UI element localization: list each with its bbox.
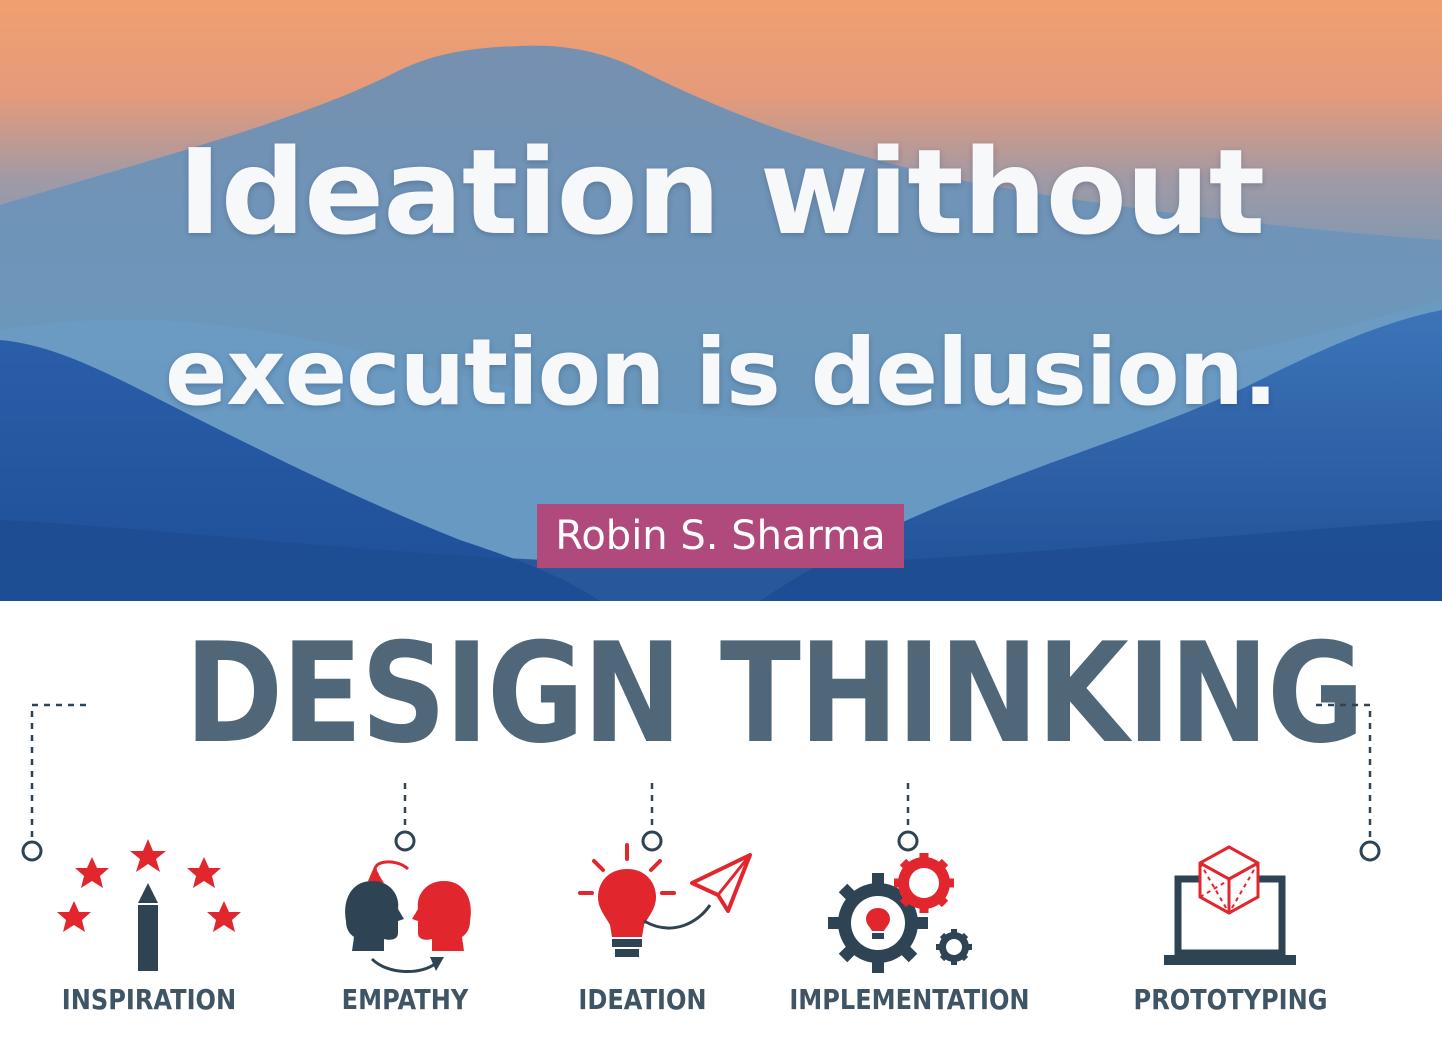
two-heads-icon [338, 853, 478, 978]
stars-pencil-icon [50, 839, 250, 974]
gears-icon [826, 853, 986, 978]
design-thinking-section [0, 601, 1442, 1054]
lightbulb-paper-plane-icon [572, 841, 757, 971]
design-thinking-title: DESIGN THINKING [184, 613, 1363, 774]
author-badge: Robin S. Sharma [537, 504, 904, 568]
quote-line-1: Ideation without [177, 123, 1265, 261]
stage-label-ideation: IDEATION [578, 983, 707, 1016]
stage-label-prototyping: PROTOTYPING [1133, 983, 1328, 1016]
stage-label-empathy: EMPATHY [341, 983, 469, 1016]
stage-label-implementation: IMPLEMENTATION [789, 983, 1030, 1016]
stage-label-inspiration: INSPIRATION [61, 983, 237, 1016]
quote-line-2: execution is delusion. [165, 319, 1277, 426]
laptop-cube-icon [1162, 845, 1297, 970]
